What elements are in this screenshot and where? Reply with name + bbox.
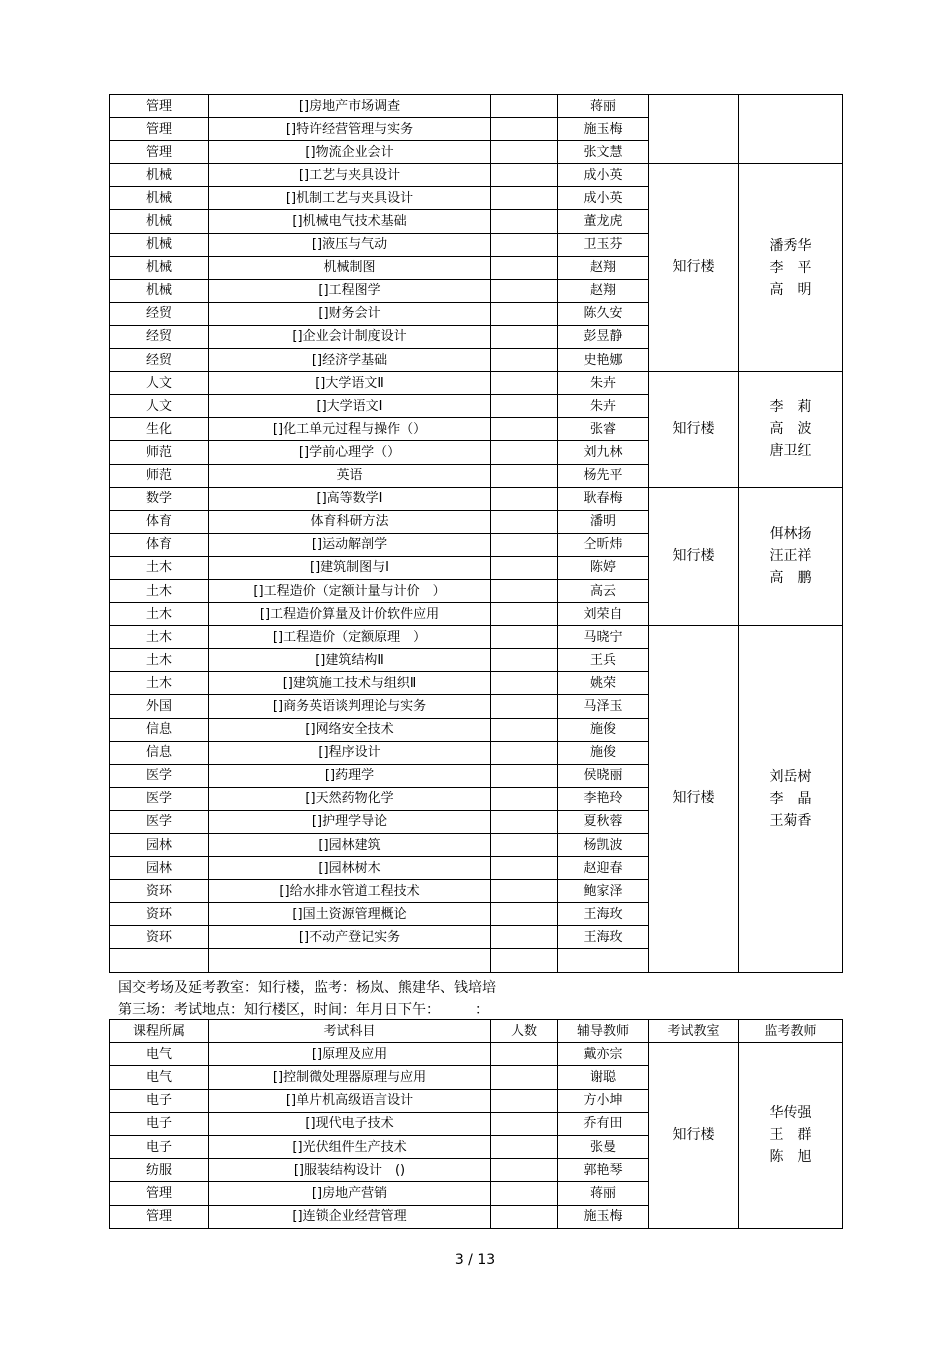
- cell-teacher: 方小坤: [558, 1089, 649, 1112]
- cell-count: [491, 256, 558, 279]
- cell-dept: 师范: [110, 464, 209, 487]
- cell-count: [491, 1205, 558, 1228]
- cell-subject: []原理及应用: [209, 1043, 491, 1066]
- exam-room-cell: 知行楼: [649, 487, 739, 626]
- cell-teacher: 戴亦宗: [558, 1043, 649, 1066]
- cell-subject: []物流企业会计: [209, 141, 491, 164]
- cell-teacher: 陈婷: [558, 556, 649, 579]
- cell-teacher: 蒋丽: [558, 1182, 649, 1205]
- cell-teacher: 刘九林: [558, 441, 649, 464]
- cell-subject: []大学语文Ⅰ: [209, 395, 491, 418]
- cell-count: [491, 418, 558, 441]
- table-row: [110, 164, 843, 187]
- cell-count: [491, 626, 558, 649]
- cell-subject: []给水排水管道工程技术: [209, 880, 491, 903]
- proctors-cell: [739, 372, 843, 487]
- cell-subject: []经济学基础: [209, 349, 491, 372]
- table-row: [110, 626, 843, 649]
- cell-dept: 园林: [110, 834, 209, 857]
- exam-schedule-table-2: [109, 1019, 843, 1229]
- exam-room-cell: 知行楼: [649, 372, 739, 487]
- cell-count: [491, 695, 558, 718]
- cell-teacher: 杨先平: [558, 464, 649, 487]
- cell-count: [491, 487, 558, 510]
- proctor-name: 汪正祥: [769, 548, 812, 565]
- cell-count: [491, 903, 558, 926]
- cell-dept: 土木: [110, 603, 209, 626]
- cell-dept: 管理: [110, 1205, 209, 1228]
- cell-subject: []不动产登记实务: [209, 926, 491, 949]
- cell-count: [491, 857, 558, 880]
- cell-subject: []国土资源管理概论: [209, 903, 491, 926]
- proctor-name: 李 晶: [769, 790, 812, 807]
- cell-teacher: 成小英: [558, 187, 649, 210]
- cell-teacher: 成小英: [558, 164, 649, 187]
- cell-subject: []现代电子技术: [209, 1112, 491, 1135]
- cell-dept: 管理: [110, 95, 209, 118]
- cell-count: [491, 603, 558, 626]
- header-room: 考试教室: [649, 1020, 739, 1043]
- cell-teacher: 董龙虎: [558, 210, 649, 233]
- cell-dept: 体育: [110, 533, 209, 556]
- alternate-room-note: 国交考场及延考教室：知行楼，监考：杨岚、熊建华、钱培培: [118, 980, 496, 996]
- cell-dept: 信息: [110, 741, 209, 764]
- cell-dept: 经贸: [110, 302, 209, 325]
- cell-subject: 体育科研方法: [209, 510, 491, 533]
- cell-dept: 电子: [110, 1112, 209, 1135]
- cell-subject: []商务英语谈判理论与实务: [209, 695, 491, 718]
- cell-subject: []园林建筑: [209, 834, 491, 857]
- cell-count: [491, 718, 558, 741]
- cell-count: [491, 210, 558, 233]
- empty-cell: [209, 949, 491, 972]
- cell-subject: 英语: [209, 464, 491, 487]
- cell-dept: 土木: [110, 579, 209, 602]
- cell-teacher: 王海玫: [558, 926, 649, 949]
- cell-count: [491, 741, 558, 764]
- proctor-name: 华传强: [769, 1105, 812, 1122]
- cell-count: [491, 1182, 558, 1205]
- cell-dept: 电子: [110, 1089, 209, 1112]
- exam-room-cell: 知行楼: [649, 626, 739, 972]
- table-header-row: [110, 1020, 843, 1043]
- proctor-name: 刘岳树: [769, 768, 812, 785]
- proctor-name: 高 明: [769, 281, 812, 298]
- proctor-name: 佴林扬: [769, 526, 812, 543]
- cell-teacher: 张曼: [558, 1135, 649, 1158]
- cell-teacher: 乔有田: [558, 1112, 649, 1135]
- cell-count: [491, 187, 558, 210]
- header-teacher: 辅导教师: [558, 1020, 649, 1043]
- cell-dept: 机械: [110, 187, 209, 210]
- exam-room-cell: 知行楼: [649, 164, 739, 372]
- cell-subject: []房地产营销: [209, 1182, 491, 1205]
- cell-count: [491, 233, 558, 256]
- cell-teacher: 赵翔: [558, 256, 649, 279]
- cell-subject: []工程造价算量及计价软件应用: [209, 603, 491, 626]
- cell-dept: 机械: [110, 210, 209, 233]
- cell-count: [491, 164, 558, 187]
- cell-count: [491, 395, 558, 418]
- cell-dept: 电气: [110, 1066, 209, 1089]
- cell-teacher: 施俊: [558, 741, 649, 764]
- cell-dept: 医学: [110, 810, 209, 833]
- cell-teacher: 侯晓丽: [558, 764, 649, 787]
- cell-teacher: 朱卉: [558, 395, 649, 418]
- cell-dept: 管理: [110, 1182, 209, 1205]
- cell-dept: 电气: [110, 1043, 209, 1066]
- cell-count: [491, 579, 558, 602]
- cell-count: [491, 95, 558, 118]
- cell-subject: []建筑结构Ⅱ: [209, 649, 491, 672]
- cell-dept: 经贸: [110, 349, 209, 372]
- cell-dept: 园林: [110, 857, 209, 880]
- cell-teacher: 蒋丽: [558, 95, 649, 118]
- header-subject: 考试科目: [209, 1020, 491, 1043]
- cell-dept: 体育: [110, 510, 209, 533]
- cell-count: [491, 1066, 558, 1089]
- proctors-cell: [739, 164, 843, 372]
- proctor-name: 王菊香: [769, 812, 812, 829]
- cell-teacher: 张睿: [558, 418, 649, 441]
- header-proctor: 监考教师: [739, 1020, 843, 1043]
- cell-subject: []工艺与夹具设计: [209, 164, 491, 187]
- cell-subject: []建筑施工技术与组织Ⅱ: [209, 672, 491, 695]
- cell-teacher: 杨凯波: [558, 834, 649, 857]
- header-dept: 课程所属: [110, 1020, 209, 1043]
- cell-count: [491, 533, 558, 556]
- cell-subject: []控制微处理器原理与应用: [209, 1066, 491, 1089]
- cell-subject: []房地产市场调查: [209, 95, 491, 118]
- cell-teacher: 李艳玲: [558, 787, 649, 810]
- cell-dept: 管理: [110, 118, 209, 141]
- cell-teacher: 夏秋蓉: [558, 810, 649, 833]
- cell-dept: 土木: [110, 649, 209, 672]
- cell-subject: []学前心理学（）: [209, 441, 491, 464]
- proctor-name: 高 波: [769, 421, 812, 438]
- cell-subject: []连锁企业经营管理: [209, 1205, 491, 1228]
- cell-teacher: 刘荣自: [558, 603, 649, 626]
- proctors-cell: [739, 1043, 843, 1229]
- cell-subject: []财务会计: [209, 302, 491, 325]
- empty-cell: [491, 949, 558, 972]
- cell-dept: 土木: [110, 556, 209, 579]
- empty-cell: [558, 949, 649, 972]
- cell-count: [491, 349, 558, 372]
- cell-dept: 医学: [110, 764, 209, 787]
- proctor-name: 李 莉: [769, 399, 812, 416]
- cell-teacher: 王兵: [558, 649, 649, 672]
- cell-subject: []特许经营管理与实务: [209, 118, 491, 141]
- cell-subject: []光伏组件生产技术: [209, 1135, 491, 1158]
- cell-dept: 机械: [110, 164, 209, 187]
- cell-dept: 数学: [110, 487, 209, 510]
- proctor-name: 陈 旭: [769, 1149, 812, 1166]
- page-number: 3 / 13: [454, 1252, 496, 1268]
- cell-teacher: 赵翔: [558, 279, 649, 302]
- cell-teacher: 施俊: [558, 718, 649, 741]
- cell-count: [491, 372, 558, 395]
- cell-subject: []化工单元过程与操作（）: [209, 418, 491, 441]
- cell-subject: []大学语文Ⅱ: [209, 372, 491, 395]
- cell-teacher: 高云: [558, 579, 649, 602]
- cell-teacher: 郭艳琴: [558, 1159, 649, 1182]
- cell-subject: []园林树木: [209, 857, 491, 880]
- cell-teacher: 姚荣: [558, 672, 649, 695]
- cell-dept: 人文: [110, 395, 209, 418]
- cell-dept: 机械: [110, 256, 209, 279]
- cell-count: [491, 510, 558, 533]
- cell-teacher: 鲍家泽: [558, 880, 649, 903]
- cell-count: [491, 764, 558, 787]
- cell-count: [491, 464, 558, 487]
- table-row: [110, 487, 843, 510]
- cell-count: [491, 302, 558, 325]
- cell-dept: 外国: [110, 695, 209, 718]
- proctor-name: 唐卫红: [769, 443, 812, 460]
- cell-teacher: 史艳娜: [558, 349, 649, 372]
- cell-dept: 人文: [110, 372, 209, 395]
- cell-dept: 生化: [110, 418, 209, 441]
- cell-dept: 师范: [110, 441, 209, 464]
- cell-subject: []机械电气技术基础: [209, 210, 491, 233]
- cell-teacher: 马泽玉: [558, 695, 649, 718]
- exam-schedule-table-1: [109, 94, 843, 973]
- cell-dept: 土木: [110, 626, 209, 649]
- cell-subject: []机制工艺与夹具设计: [209, 187, 491, 210]
- cell-subject: []工程造价（定额计量与计价 ）: [209, 579, 491, 602]
- cell-subject: []企业会计制度设计: [209, 325, 491, 348]
- cell-teacher: 朱卉: [558, 372, 649, 395]
- cell-teacher: 仝昕炜: [558, 533, 649, 556]
- cell-count: [491, 141, 558, 164]
- cell-teacher: 施玉梅: [558, 118, 649, 141]
- cell-dept: 资环: [110, 926, 209, 949]
- cell-dept: 纺服: [110, 1159, 209, 1182]
- exam-room-cell: [649, 95, 739, 164]
- cell-subject: []药理学: [209, 764, 491, 787]
- cell-dept: 资环: [110, 880, 209, 903]
- cell-subject: []护理学导论: [209, 810, 491, 833]
- cell-count: [491, 441, 558, 464]
- table-row: [110, 95, 843, 118]
- cell-subject: []液压与气动: [209, 233, 491, 256]
- cell-dept: 土木: [110, 672, 209, 695]
- cell-teacher: 马晓宁: [558, 626, 649, 649]
- cell-count: [491, 926, 558, 949]
- cell-teacher: 陈久安: [558, 302, 649, 325]
- proctor-name: 王 群: [769, 1127, 812, 1144]
- cell-dept: 机械: [110, 279, 209, 302]
- cell-dept: 资环: [110, 903, 209, 926]
- cell-count: [491, 787, 558, 810]
- cell-count: [491, 880, 558, 903]
- cell-teacher: 耿春梅: [558, 487, 649, 510]
- cell-dept: 经贸: [110, 325, 209, 348]
- cell-subject: []服装结构设计 (): [209, 1159, 491, 1182]
- cell-subject: []建筑制图与Ⅰ: [209, 556, 491, 579]
- cell-dept: 信息: [110, 718, 209, 741]
- empty-cell: [110, 949, 209, 972]
- cell-teacher: 施玉梅: [558, 1205, 649, 1228]
- proctor-name: 李 平: [769, 259, 812, 276]
- cell-count: [491, 325, 558, 348]
- cell-dept: 机械: [110, 233, 209, 256]
- proctor-name: 潘秀华: [769, 237, 812, 254]
- cell-count: [491, 1159, 558, 1182]
- cell-count: [491, 672, 558, 695]
- cell-dept: 管理: [110, 141, 209, 164]
- cell-count: [491, 1112, 558, 1135]
- cell-count: [491, 279, 558, 302]
- cell-teacher: 赵迎春: [558, 857, 649, 880]
- cell-dept: 医学: [110, 787, 209, 810]
- cell-count: [491, 834, 558, 857]
- session-three-note: 第三场：考试地点：知行楼区，时间：年月日下午： ：: [118, 1002, 489, 1018]
- proctor-name: 高 鹏: [769, 570, 812, 587]
- cell-teacher: 王海玫: [558, 903, 649, 926]
- cell-subject: []天然药物化学: [209, 787, 491, 810]
- proctors-cell: [739, 626, 843, 972]
- cell-teacher: 张文慧: [558, 141, 649, 164]
- cell-subject: []单片机高级语言设计: [209, 1089, 491, 1112]
- cell-teacher: 彭昱静: [558, 325, 649, 348]
- proctors-cell: [739, 487, 843, 626]
- cell-subject: []网络安全技术: [209, 718, 491, 741]
- cell-teacher: 谢聪: [558, 1066, 649, 1089]
- table-row: [110, 1043, 843, 1066]
- cell-count: [491, 1135, 558, 1158]
- header-count: 人数: [491, 1020, 558, 1043]
- cell-subject: []程序设计: [209, 741, 491, 764]
- cell-subject: 机械制图: [209, 256, 491, 279]
- cell-dept: 电子: [110, 1135, 209, 1158]
- cell-subject: []高等数学Ⅰ: [209, 487, 491, 510]
- cell-count: [491, 810, 558, 833]
- cell-count: [491, 1043, 558, 1066]
- proctors-cell: [739, 95, 843, 164]
- cell-subject: []工程图学: [209, 279, 491, 302]
- table-row: [110, 372, 843, 395]
- cell-count: [491, 649, 558, 672]
- cell-count: [491, 1089, 558, 1112]
- cell-subject: []工程造价（定额原理 ）: [209, 626, 491, 649]
- cell-teacher: 卫玉芬: [558, 233, 649, 256]
- cell-teacher: 潘明: [558, 510, 649, 533]
- cell-count: [491, 556, 558, 579]
- exam-room-cell: 知行楼: [649, 1043, 739, 1229]
- cell-count: [491, 118, 558, 141]
- cell-subject: []运动解剖学: [209, 533, 491, 556]
